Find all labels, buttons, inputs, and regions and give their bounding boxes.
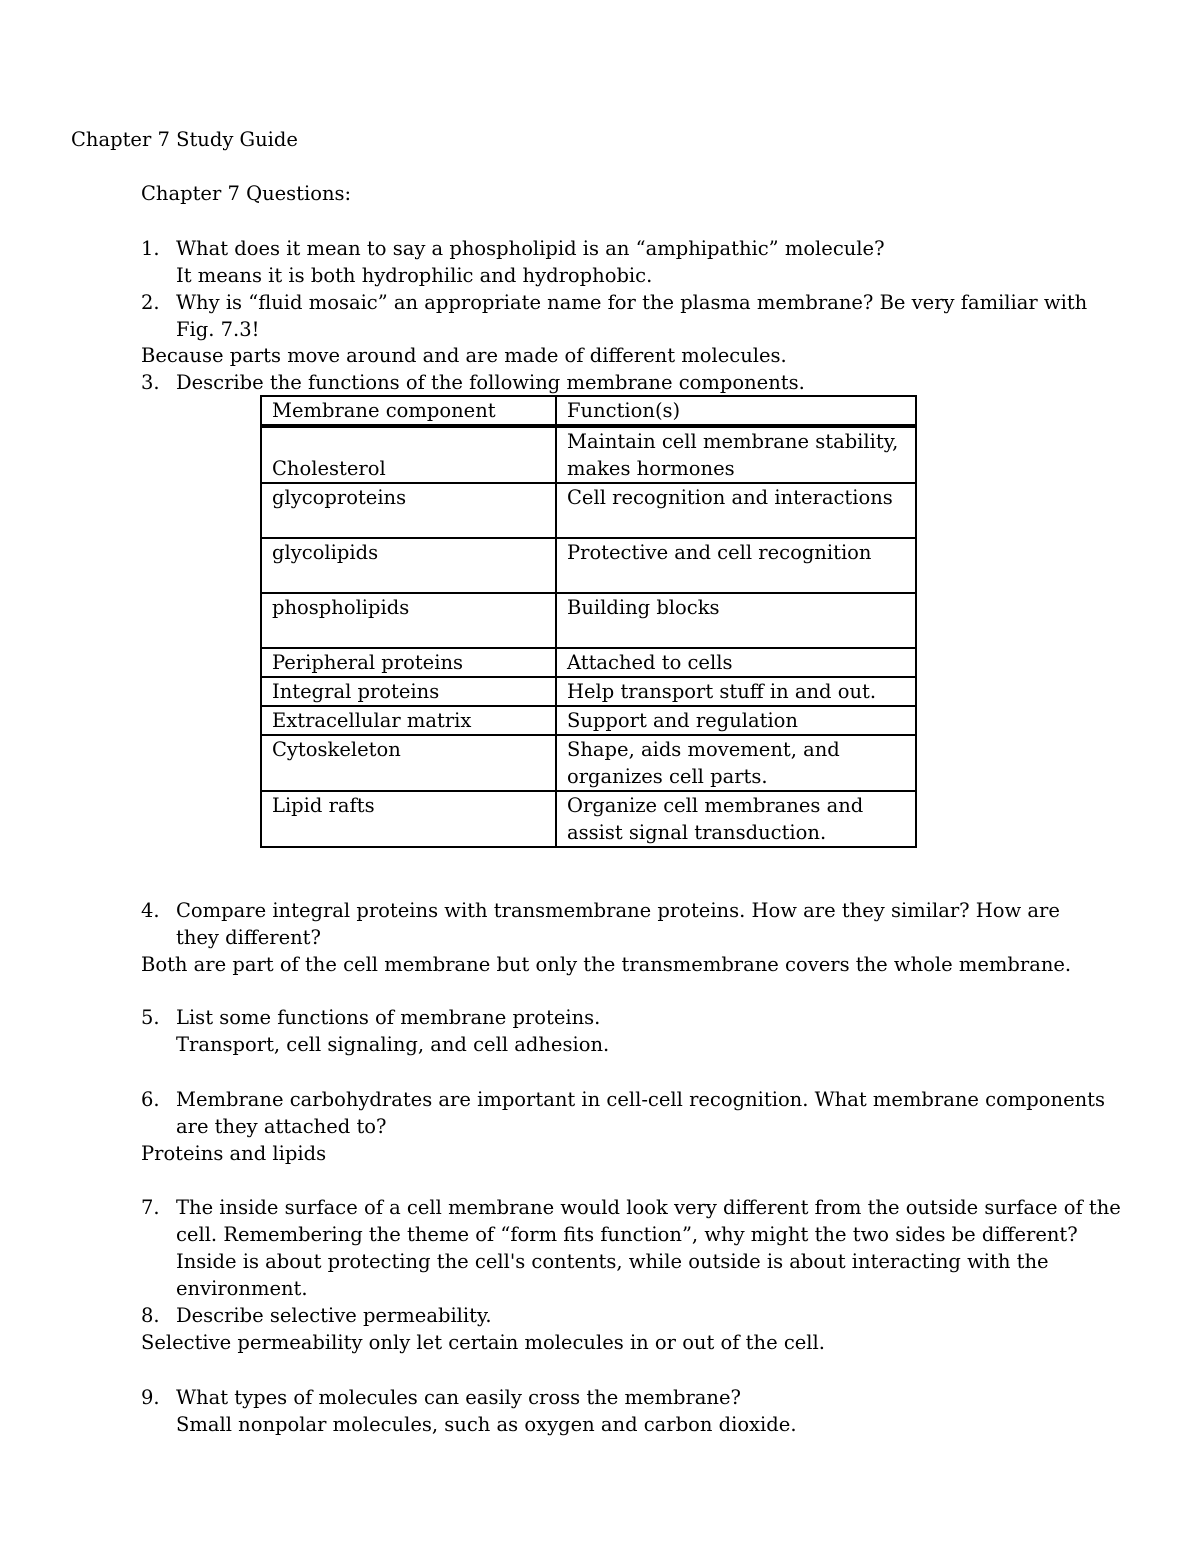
answer-text: Small nonpolar molecules, such as oxygen and carbon dioxide.	[176, 1413, 797, 1436]
question-number: 4.	[141, 899, 160, 922]
answer-text: Selective permeability only let certain molecules in or out of the cell.	[141, 1331, 825, 1354]
answer-text: Transport, cell signaling, and cell adhesion.	[176, 1033, 610, 1056]
question-text: What types of molecules can easily cross the membrane?	[176, 1386, 741, 1409]
header-functions: Function(s)	[556, 396, 916, 426]
table-row	[261, 593, 916, 648]
table-row	[261, 483, 916, 538]
question-number: 6.	[141, 1088, 160, 1111]
answer-text: Proteins and lipids	[141, 1142, 327, 1165]
question-text: The inside surface of a cell membrane would look very different from the outside surface of the	[176, 1196, 1121, 1219]
function-cell: Organize cell membranes and assist signal transduction.	[556, 791, 916, 847]
page-title: Chapter 7 Study Guide	[71, 128, 298, 151]
question-text: Membrane carbohydrates are important in cell-cell recognition. What membrane components	[176, 1088, 1106, 1111]
question-text: Why is “fluid mosaic” an appropriate name for the plasma membrane? Be very familiar with	[176, 291, 1088, 314]
question-number: 8.	[141, 1304, 160, 1327]
function-cell: Building blocks	[556, 593, 916, 648]
question-number: 5.	[141, 1006, 160, 1029]
question-number: 3.	[141, 371, 160, 394]
question-text: List some functions of membrane proteins.	[176, 1006, 601, 1029]
answer-text-cont: environment.	[176, 1277, 308, 1300]
membrane-components-table	[260, 395, 917, 848]
question-text-cont: they different?	[176, 926, 321, 949]
component-cell: Integral proteins	[261, 677, 556, 706]
table-row	[261, 677, 916, 706]
answer-text: Because parts move around and are made of different molecules.	[141, 344, 787, 367]
component-cell: glycoproteins	[261, 483, 556, 538]
question-text-cont: cell. Remembering the theme of “form fits function”, why might the two sides be different?	[176, 1223, 1078, 1246]
function-cell: Cell recognition and interactions	[556, 483, 916, 538]
question-number: 9.	[141, 1386, 160, 1409]
question-number: 1.	[141, 237, 160, 260]
question-text: Compare integral proteins with transmembrane proteins. How are they similar? How are	[176, 899, 1060, 922]
table-header-row	[261, 396, 916, 426]
table-row	[261, 426, 916, 483]
answer-text: Inside is about protecting the cell's contents, while outside is about interacting with the	[176, 1250, 1049, 1273]
question-text: What does it mean to say a phospholipid is an “amphipathic” molecule?	[176, 237, 885, 260]
function-cell: Help transport stuff in and out.	[556, 677, 916, 706]
question-text-cont: are they attached to?	[176, 1115, 387, 1138]
table-row	[261, 538, 916, 593]
question-text: Describe the functions of the following membrane components.	[176, 371, 805, 394]
question-number: 7.	[141, 1196, 160, 1219]
answer-text: Both are part of the cell membrane but only the transmembrane covers the whole membrane.	[141, 953, 1072, 976]
component-cell: Peripheral proteins	[261, 648, 556, 677]
question-text: Describe selective permeability.	[176, 1304, 492, 1327]
function-cell: Protective and cell recognition	[556, 538, 916, 593]
table-row	[261, 648, 916, 677]
table-row	[261, 735, 916, 791]
header-component: Membrane component	[261, 396, 556, 426]
section-heading: Chapter 7 Questions:	[141, 182, 352, 205]
answer-text: It means it is both hydrophilic and hydrophobic.	[176, 264, 653, 287]
question-text-cont: Fig. 7.3!	[176, 318, 260, 341]
component-cell: phospholipids	[261, 593, 556, 648]
function-cell: Support and regulation	[556, 706, 916, 735]
table-row	[261, 706, 916, 735]
table-row	[261, 791, 916, 847]
component-cell: glycolipids	[261, 538, 556, 593]
function-cell: Shape, aids movement, and organizes cell parts.	[556, 735, 916, 791]
function-cell: Attached to cells	[556, 648, 916, 677]
component-cell: Cytoskeleton	[261, 735, 556, 791]
component-cell: Extracellular matrix	[261, 706, 556, 735]
function-cell: Maintain cell membrane stability, makes hormones	[556, 426, 916, 483]
component-cell: Lipid rafts	[261, 791, 556, 847]
component-cell: Cholesterol	[261, 426, 556, 483]
question-number: 2.	[141, 291, 160, 314]
